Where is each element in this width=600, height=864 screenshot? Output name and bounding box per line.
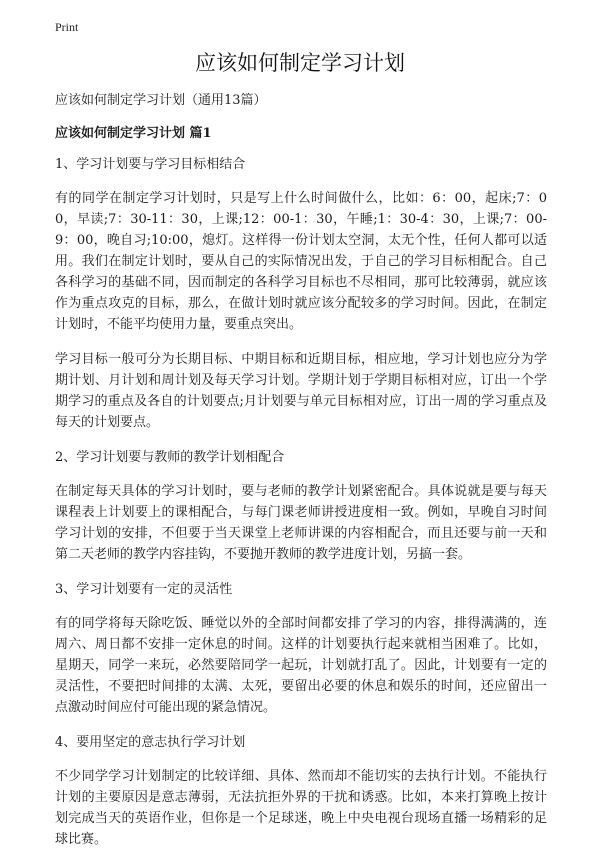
paragraph: 有的同学在制定学习计划时，只是写上什么时间做什么，比如：6：00，起床;7：00，早读;7：30-11：30，上课;12：00-1：30，午睡;1：30-4：30，上课;7：00-9：00，晚自习;10:00，熄灯。这样得一份计划太空洞，太无个性，任何人都可以适用。我们在制定计划时，要从自己的实际情况出发，于自己的学习目标相配合。自己各科学习的基础不同，因而制定的各科学习目标也不尽相同，那可比较薄弱，就应该作为重点攻克的目标，那么，在做计划时就应该分配较多的学习时间。因此，在制定计划时，不能平均使用力量，要重点突出。 bbox=[55, 191, 547, 332]
section-heading: 3、学习计划要有一定的灵活性 bbox=[55, 582, 233, 597]
section-heading: 4、要用坚定的意志执行学习计划 bbox=[55, 735, 246, 750]
print-link[interactable]: Print bbox=[55, 20, 79, 34]
section-title: 应该如何制定学习计划 篇1 bbox=[55, 126, 212, 141]
document-body bbox=[55, 90, 547, 864]
section-heading: 1、学习计划要与学习目标相结合 bbox=[55, 157, 246, 172]
paragraph: 在制定每天具体的学习计划时，要与老师的教学计划紧密配合。具体说就是要与每天课程表上计划要上的课相配合，与每门课老师讲授进度相一致。例如，早晚自习时间学习计划的安排，不但要于当天课堂上老师讲课的内容相配合，而且还要与前一天和第二天老师的教学内容挂钩，不要抛开教师的教学进度计划，另搞一套。 bbox=[55, 484, 547, 562]
page-title: 应该如何制定学习计划 bbox=[195, 51, 405, 75]
section-heading: 2、学习计划要与教师的教学计划相配合 bbox=[55, 450, 285, 465]
paragraph: 有的同学将每天除吃饭、睡觉以外的全部时间都安排了学习的内容，排得满满的，连周六、周日都不安排一定休息的时间。这样的计划要执行起来就相当困难了。比如，星期天，同学一来玩，必然要陪同学一起玩，计划就打乱了。因此，计划要有一定的灵活性，不要把时间排的太满、太死，要留出必要的休息和娱乐的时间，还应留出一点激动时间应付可能出现的紧急情况。 bbox=[55, 616, 547, 715]
paragraph: 不少同学学习计划制定的比较详细、具体、然而却不能切实的去执行计划。不能执行计划的主要原因是意志薄弱，无法抗拒外界的干扰和诱惑。比如，本来打算晚上按计划完成当天的英语作业，但你是一个足球迷，晚上中央电视台现场直播一场精彩的足球比赛。 bbox=[55, 769, 547, 847]
document-subtitle: 应该如何制定学习计划（通用13篇） bbox=[55, 93, 267, 108]
paragraph: 学习目标一般可分为长期目标、中期目标和近期目标，相应地，学习计划也应分为学期计划、月计划和周计划及每天学习计划。学期计划于学期目标相对应，订出一个学期学习的重点及各自的计划要点;月计划要与单元目标相对应，订出一周的学习重点及每天的计划要点。 bbox=[55, 352, 547, 430]
